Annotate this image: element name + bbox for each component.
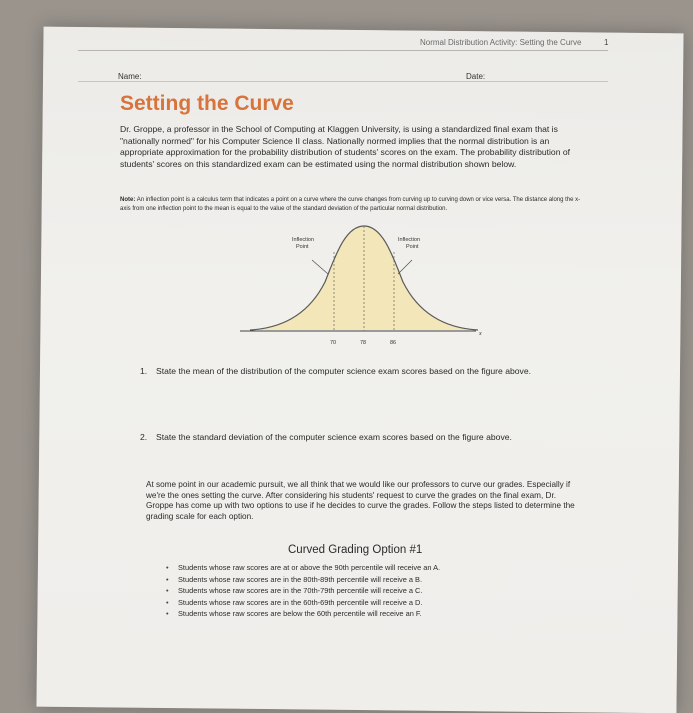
option-1-title: Curved Grading Option #1 <box>288 544 423 556</box>
intro-paragraph: Dr. Groppe, a professor in the School of Computing at Klaggen University, is using a standardized final exam that is "nationally normed" for his Computer Science II class. Nationally normed implies that the normal distribution is an appropriate approximation for the probability distribution of students' scores on the exam. The probability distribution of students' scores on this standardized exam can be estimated using the normal distribution shown below. <box>120 124 571 169</box>
grading-intro-paragraph: At some point in our academic pursuit, we all think that we would like our professors to curve our grades. Especially if we're the ones setting the curve. After considering his students' request to curve the grades on the final exam, Dr. Groppe has come up with two options to use if he decides to curve the grades. Follow the steps listed to determine the grading scale for each option. <box>146 480 575 521</box>
question-2 <box>140 432 570 442</box>
name-label: Name: <box>118 72 142 81</box>
list-item: • Students whose raw scores are in the 70th-79th percentile will receive a C. <box>166 585 586 597</box>
tick-label-70: 70 <box>330 340 337 346</box>
question-1-number: 1. <box>140 366 148 376</box>
note-paragraph <box>120 196 590 213</box>
right-inflection-label-1: Inflection <box>398 237 421 243</box>
list-item: • Students whose raw scores are in the 60th-69th percentile will receive a D. <box>166 597 586 609</box>
right-pointer <box>398 260 412 274</box>
page-title: Setting the Curve <box>120 92 294 115</box>
normal-curve-figure <box>240 222 490 352</box>
list-item: • Students whose raw scores are at or above the 90th percentile will receive an A. <box>166 562 586 574</box>
list-item: • Students whose raw scores are in the 80th-89th percentile will receive a B. <box>166 574 586 586</box>
header-title: Normal Distribution Activity: Setting the Curve <box>420 38 582 47</box>
page-number: 1 <box>604 38 609 47</box>
axis-label: x <box>479 331 482 337</box>
left-inflection-label-1: Inflection <box>292 237 315 243</box>
note-text: An inflection point is a calculus term that indicates a point on a curve where the curve changes from curving up to curving down or vice versa. The distance along the x-axis from one inflection point to the mean is equal to the value of the standard deviation of the particular normal distribution. <box>120 197 581 212</box>
question-1 <box>140 366 560 377</box>
list-item: • Students whose raw scores are below the 60th percentile will receive an F. <box>166 608 586 620</box>
left-inflection-label-2: Point <box>296 244 309 250</box>
question-1-text: State the mean of the distribution of the computer science exam scores based on the figure above. <box>156 366 532 376</box>
tick-label-86: 86 <box>390 340 397 346</box>
left-pointer <box>312 260 328 274</box>
right-inflection-label-2: Point <box>406 244 419 250</box>
question-2-text: State the standard deviation of the computer science exam scores based on the figure above. <box>156 432 512 442</box>
tick-label-78: 78 <box>360 340 367 346</box>
question-2-number: 2. <box>140 432 148 442</box>
option-1-list <box>166 562 586 620</box>
header-rule <box>78 50 608 51</box>
date-label: Date: <box>466 72 486 81</box>
note-label: Note: <box>120 197 136 203</box>
name-date-rule <box>78 81 608 82</box>
